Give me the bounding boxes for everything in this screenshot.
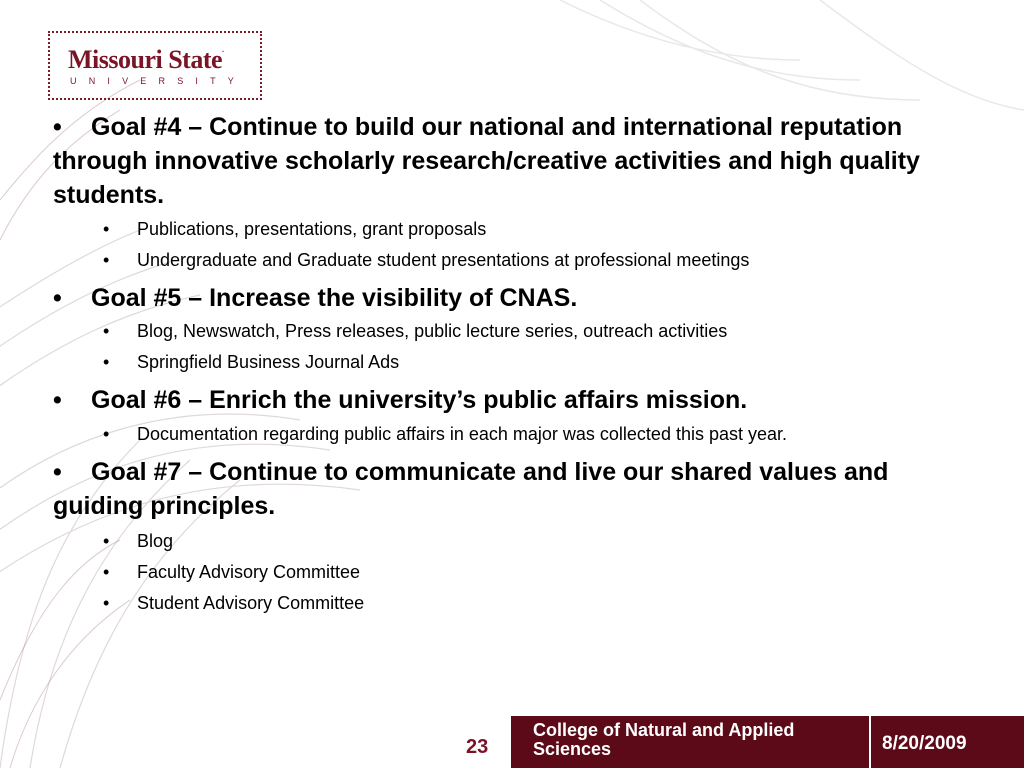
goal-7-item: • Faculty Advisory Committee (103, 562, 361, 582)
goal-6-heading: • Goal #6 – Enrich the university’s public affairs mission. (53, 383, 983, 417)
goal-7-item: • Blog (103, 531, 174, 551)
bullet-icon: • (53, 458, 62, 486)
bullet-icon: • (103, 321, 110, 341)
bullet-icon: • (53, 113, 62, 141)
logo-wordmark: Missouri State. (68, 45, 224, 74)
goal-7-item: • Student Advisory Committee (103, 593, 365, 613)
slide-footer (0, 716, 1024, 768)
goal-5-item: • Springfield Business Journal Ads (103, 352, 400, 372)
bullet-icon: • (53, 284, 62, 312)
page-number: 23 (466, 736, 489, 758)
goal-5-heading: • Goal #5 – Increase the visibility of CNAS. (53, 281, 983, 315)
bullet-icon: • (103, 250, 110, 270)
goal-6-item: • Documentation regarding public affairs in each major was collected this past year. (103, 424, 788, 444)
goal-7-heading: • Goal #7 – Continue to communicate and live our shared values and guiding principles. (53, 455, 983, 523)
slide-date: 8/20/2009 (882, 733, 967, 754)
goal-5-item: • Blog, Newswatch, Press releases, public lecture series, outreach activities (103, 321, 728, 341)
bullet-icon: • (53, 386, 62, 414)
goal-4-heading: • Goal #4 – Continue to build our national and international reputation through innovative scholarly research/creative activities and high quality students. (53, 110, 983, 212)
bullet-icon: • (103, 352, 110, 372)
bullet-icon: • (103, 593, 110, 613)
bullet-icon: • (103, 219, 110, 239)
goal-4-item: • Publications, presentations, grant proposals (103, 219, 487, 239)
bullet-icon: • (103, 531, 110, 551)
college-name: College of Natural and Applied Sciences (533, 720, 795, 759)
logo-subline: UNIVERSITY (70, 76, 247, 86)
goal-4-item: • Undergraduate and Graduate student presentations at professional meetings (103, 250, 750, 270)
bullet-icon: • (103, 562, 110, 582)
bullet-icon: • (103, 424, 110, 444)
footer-bar (511, 716, 1024, 768)
footer-divider (869, 716, 871, 768)
